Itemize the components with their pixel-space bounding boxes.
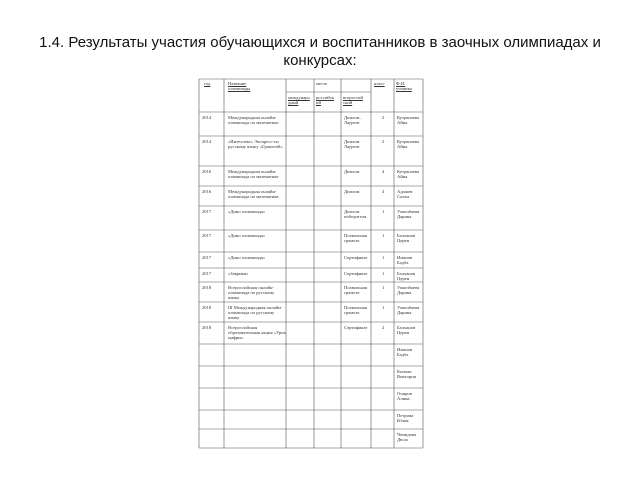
list-item: Иманов Бадба — [397, 347, 413, 358]
cell-student: Кутрапаева Айна — [397, 169, 420, 180]
header-level-regional: всероссийский — [343, 95, 363, 106]
cell-result: Диплом победителя — [344, 209, 367, 220]
header-place: место — [316, 81, 328, 86]
cell-result: Похвальная грамота — [344, 233, 367, 244]
cell-grade: 4 — [382, 189, 385, 194]
cell-student: Иманов Бадба — [397, 255, 413, 266]
cell-olympiad: Международная онлайн-олимпиада по математике — [228, 189, 279, 200]
list-item: Кипчак Виктория — [397, 369, 416, 380]
cell-result: Диплом, Лауреат — [344, 115, 361, 126]
cell-result: Сертификат — [344, 271, 368, 276]
cell-olympiad: Всероссийская онлайн-олимпиада по русскому языку — [228, 285, 275, 301]
cell-grade: 4 — [382, 169, 385, 174]
cell-year: 2017 — [202, 271, 212, 276]
cell-student: Адашев Салан — [397, 189, 413, 200]
cell-year: 2016 — [202, 189, 212, 194]
cell-student: Уокопбаева Дарина — [397, 285, 420, 296]
header-level-russian: российский — [316, 95, 334, 106]
cell-result: Сертификат — [344, 325, 368, 330]
slide-title: 1.4. Результаты участия обучающихся и воспитанников в заочных олимпиадах и конкурсах: — [39, 34, 601, 69]
cell-student: Балханов Церен — [397, 271, 416, 282]
cell-olympiad: «Интеллект» Экспресс-по русскому языку «Грамотей» — [228, 139, 283, 150]
cell-student: Кутрапаева Айна — [397, 115, 420, 126]
header-student: Ф.И. ученика — [396, 81, 412, 92]
cell-grade: 1 — [382, 255, 385, 260]
cell-student: Балханов Церен — [397, 325, 416, 336]
cell-olympiad: «Заврики» — [228, 271, 249, 276]
cell-result: Похвальная грамота — [344, 285, 367, 296]
list-item: Петрова Юлия — [397, 413, 414, 424]
cell-grade: 1 — [382, 305, 385, 310]
table-grid — [198, 78, 424, 450]
cell-olympiad: «Дино олимпиада» — [228, 233, 266, 238]
cell-grade: 2 — [382, 115, 385, 120]
cell-olympiad: III Международная онлайн-олимпиада по русскому языку — [228, 305, 283, 321]
results-table — [198, 78, 424, 450]
cell-student: Балханов Церен — [397, 233, 416, 244]
cell-result: Сертификат — [344, 255, 368, 260]
cell-grade: 2 — [382, 139, 385, 144]
cell-year: 2017 — [202, 255, 212, 260]
cell-olympiad: Международная онлайн-олимпиада по математике — [228, 169, 279, 180]
header-olympiad: Название олимпиады — [228, 81, 251, 92]
cell-year: 2014 — [202, 139, 212, 144]
cell-student: Уокопбаева Дарина — [397, 305, 420, 316]
cell-result: Диплом — [344, 169, 360, 174]
cell-student: Уокопбаева Дарина — [397, 209, 420, 220]
cell-year: 2018 — [202, 285, 212, 290]
cell-olympiad: «Дино олимпиада» — [228, 255, 266, 260]
cell-olympiad: «Дино олимпиада» — [228, 209, 266, 214]
cell-result: Диплом Лауреат — [344, 139, 360, 150]
cell-year: 2014 — [202, 115, 212, 120]
cell-year: 2017 — [202, 233, 212, 238]
cell-year: 2017 — [202, 209, 212, 214]
list-item: Очиров Алина — [397, 391, 412, 402]
cell-result: Диплом — [344, 189, 360, 194]
cell-year: 2016 — [202, 169, 212, 174]
cell-olympiad: Всероссийская образовательная акция «Урок цифры» — [228, 325, 286, 341]
header-year: год — [204, 81, 211, 86]
cell-grade: 1 — [382, 285, 385, 290]
list-item: Чемидова Дюла — [397, 432, 417, 443]
cell-grade: 1 — [382, 233, 385, 238]
cell-year: 2018 — [202, 305, 212, 310]
cell-grade: 1 — [382, 209, 385, 214]
header-grade: класс — [374, 81, 385, 86]
cell-grade: 1 — [382, 271, 385, 276]
cell-student: Кутрапаева Айна — [397, 139, 420, 150]
cell-result: Похвальная грамота — [344, 305, 367, 316]
cell-olympiad: Международная онлайн-олимпиада по математике — [228, 115, 279, 126]
header-level-international: международный — [288, 95, 310, 106]
cell-grade: 2 — [382, 325, 385, 330]
cell-year: 2018 — [202, 325, 212, 330]
